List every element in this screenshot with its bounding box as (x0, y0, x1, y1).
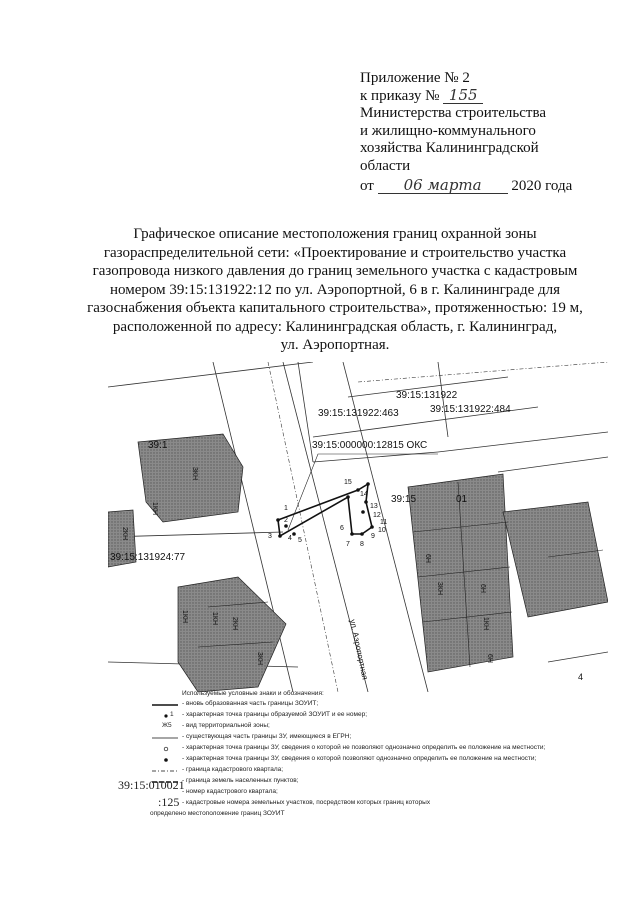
point-label-15: 15 (344, 479, 352, 486)
zone-point (366, 482, 370, 486)
legend-row-11 (150, 809, 620, 820)
legend-row-7 (150, 765, 620, 776)
legend-text-2: - характерная точка границы образуемой ЗОУИТ и ее номер; (182, 711, 368, 718)
legend-point-number: 1 (170, 711, 174, 718)
kn-label-7: 3КН (256, 652, 263, 666)
point-label-4: 4 (288, 535, 292, 542)
zone-point (361, 510, 365, 514)
kn-label-10: 6Н (479, 584, 486, 593)
zone-point (350, 532, 354, 536)
title-line-7: ул. Аэропортная. (280, 337, 390, 353)
protection-zone-boundary (278, 484, 372, 536)
legend-zone-symbol: Ж5 (162, 722, 172, 729)
point-label-2: 2 (284, 517, 288, 524)
appendix-line-6: области (360, 157, 411, 174)
filled-point-symbol (150, 756, 180, 764)
street-label: ул. Аэропортная (348, 618, 370, 681)
point-label-6: 6 (340, 525, 344, 532)
appendix-date-line (360, 178, 610, 196)
appendix-line-5: хозяйства Калининградской (360, 140, 539, 156)
title-line-3: газопровода низкого давления до границ земельного участка с кадастровым (92, 263, 578, 279)
legend-text-11: определено местоположение границ ЗОУИТ (150, 810, 285, 817)
legend-text-4: - существующая часть границы ЗУ, имеющиеся в ЕГРН; (182, 733, 352, 740)
kn-label-9: 3КН (436, 582, 443, 596)
side-parcel-code: :125 (158, 795, 180, 809)
legend-text-7: - граница кадастрового квартала; (182, 766, 284, 773)
dash-dot-line-symbol (150, 767, 180, 775)
point-label-1: 1 (284, 505, 288, 512)
legend-text-9: - номер кадастрового квартала; (182, 788, 278, 795)
title-line-6: расположенной по адресу: Калининградская область, г. Калининград, (112, 318, 558, 335)
point-label-12: 12 (373, 512, 381, 519)
bottom-right-label: 4 (578, 672, 584, 682)
kn-label-1: 3КН (191, 467, 198, 481)
order-prefix: к приказу № (360, 87, 440, 104)
zone-point (370, 525, 374, 529)
hollow-point-symbol (150, 745, 180, 753)
zone-point (346, 495, 350, 499)
appendix-block (360, 70, 610, 196)
legend-text-10: - кадастровые номера земельных участков, посредством которых границ которых (182, 799, 431, 806)
oks-label: 39:15:000000:12815 ОКС (312, 440, 428, 451)
date-suffix: 2020 года (511, 178, 573, 194)
point-label-5: 5 (298, 537, 302, 544)
legend-row-4 (150, 732, 620, 743)
legend-text-3: - вид территориальной зоны; (182, 722, 270, 729)
thin-line-symbol (150, 734, 180, 742)
title-line-2: газораспределительной сети: «Проектирование и строительство участка (103, 244, 567, 261)
kn-label-6: 2КН (231, 617, 238, 631)
parcel-label-463: 39:15:131922:463 (318, 408, 399, 419)
kn-label-5: 1КН (211, 612, 218, 626)
point-label-9: 9 (371, 533, 375, 540)
kn-label-3: 2КН (121, 527, 128, 541)
parcel-label-77: 39:15:131924:77 (110, 552, 186, 563)
kn-label-8: 6Н (424, 554, 431, 563)
legend-text-5: - характерная точка границы ЗУ, сведения о которой не позволяют однозначно определить ее положение на местности; (182, 744, 546, 751)
solid-thick-line-symbol (150, 701, 180, 709)
partial-label-right: 39:15 (391, 494, 417, 505)
zone-point (284, 524, 288, 528)
legend-heading: Используемые условные знаки и обозначения: (182, 690, 324, 697)
side-quarter-code: 39:15:010021 (118, 778, 185, 792)
partial-label-01: 01 (456, 494, 468, 505)
point-number-symbol (150, 712, 180, 720)
point-label-8: 8 (360, 541, 364, 548)
legend-row-5 (150, 743, 620, 754)
zone-point (364, 500, 368, 504)
point-label-14: 14 (360, 491, 368, 498)
date-prefix: от (360, 178, 374, 194)
point-label-11: 11 (380, 519, 388, 526)
appendix-line-4: и жилищно-коммунального (360, 122, 536, 139)
title-line-1: Графическое описание местоположения границ охранной зоны (133, 226, 537, 242)
kn-label-2: 1КН (151, 502, 158, 516)
kn-label-4: 1КН (181, 610, 188, 624)
legend-row-9 (150, 787, 620, 798)
title-line-4: номером 39:15:131922:12 по ул. Аэропортной, 6 в г. Калининграде для (109, 281, 560, 298)
legend-row-6 (150, 754, 620, 765)
legend-row-3 (150, 721, 620, 732)
appendix-line-1: Приложение № 2 (360, 70, 470, 86)
legend-row-1 (150, 699, 620, 710)
point-label-10: 10 (378, 527, 386, 534)
point-label-3: 3 (268, 533, 272, 540)
point-label-13: 13 (370, 503, 378, 510)
appendix-line-3: Министерства строительства (360, 105, 547, 121)
date-handwritten: 06 марта (378, 178, 508, 194)
appendix-line-2 (360, 85, 610, 106)
title-line-5: газоснабжения объекта капитального строительства», протяженностью: 19 м, (87, 300, 583, 316)
order-number-handwritten: 155 (443, 88, 483, 104)
point-label-7: 7 (346, 541, 350, 548)
kn-label-11: 1КН (482, 617, 489, 631)
legend-text-8: - граница земель населенных пунктов; (182, 777, 299, 784)
zone-point (360, 532, 364, 536)
legend-text-6: - характерная точка границы ЗУ, сведения о которой позволяют однозначно определить ее положение на местности; (182, 755, 537, 762)
legend-row-8 (150, 776, 620, 787)
partial-label-left: 39:1 (148, 440, 168, 451)
parcel-label-484: 39:15:131922:484 (430, 404, 511, 415)
zone-point (292, 532, 296, 536)
document-title (70, 225, 600, 355)
cadastral-map (108, 362, 608, 692)
legend-row-2 (150, 710, 620, 721)
zone-point (278, 534, 282, 538)
kn-label-12: 6Н (486, 654, 493, 663)
zone-point (276, 518, 280, 522)
quarter-label: 39:15:131922 (396, 390, 458, 401)
legend-row-10 (150, 798, 620, 809)
legend-text-1: - вновь образованная часть границы ЗОУИТ; (182, 700, 319, 707)
